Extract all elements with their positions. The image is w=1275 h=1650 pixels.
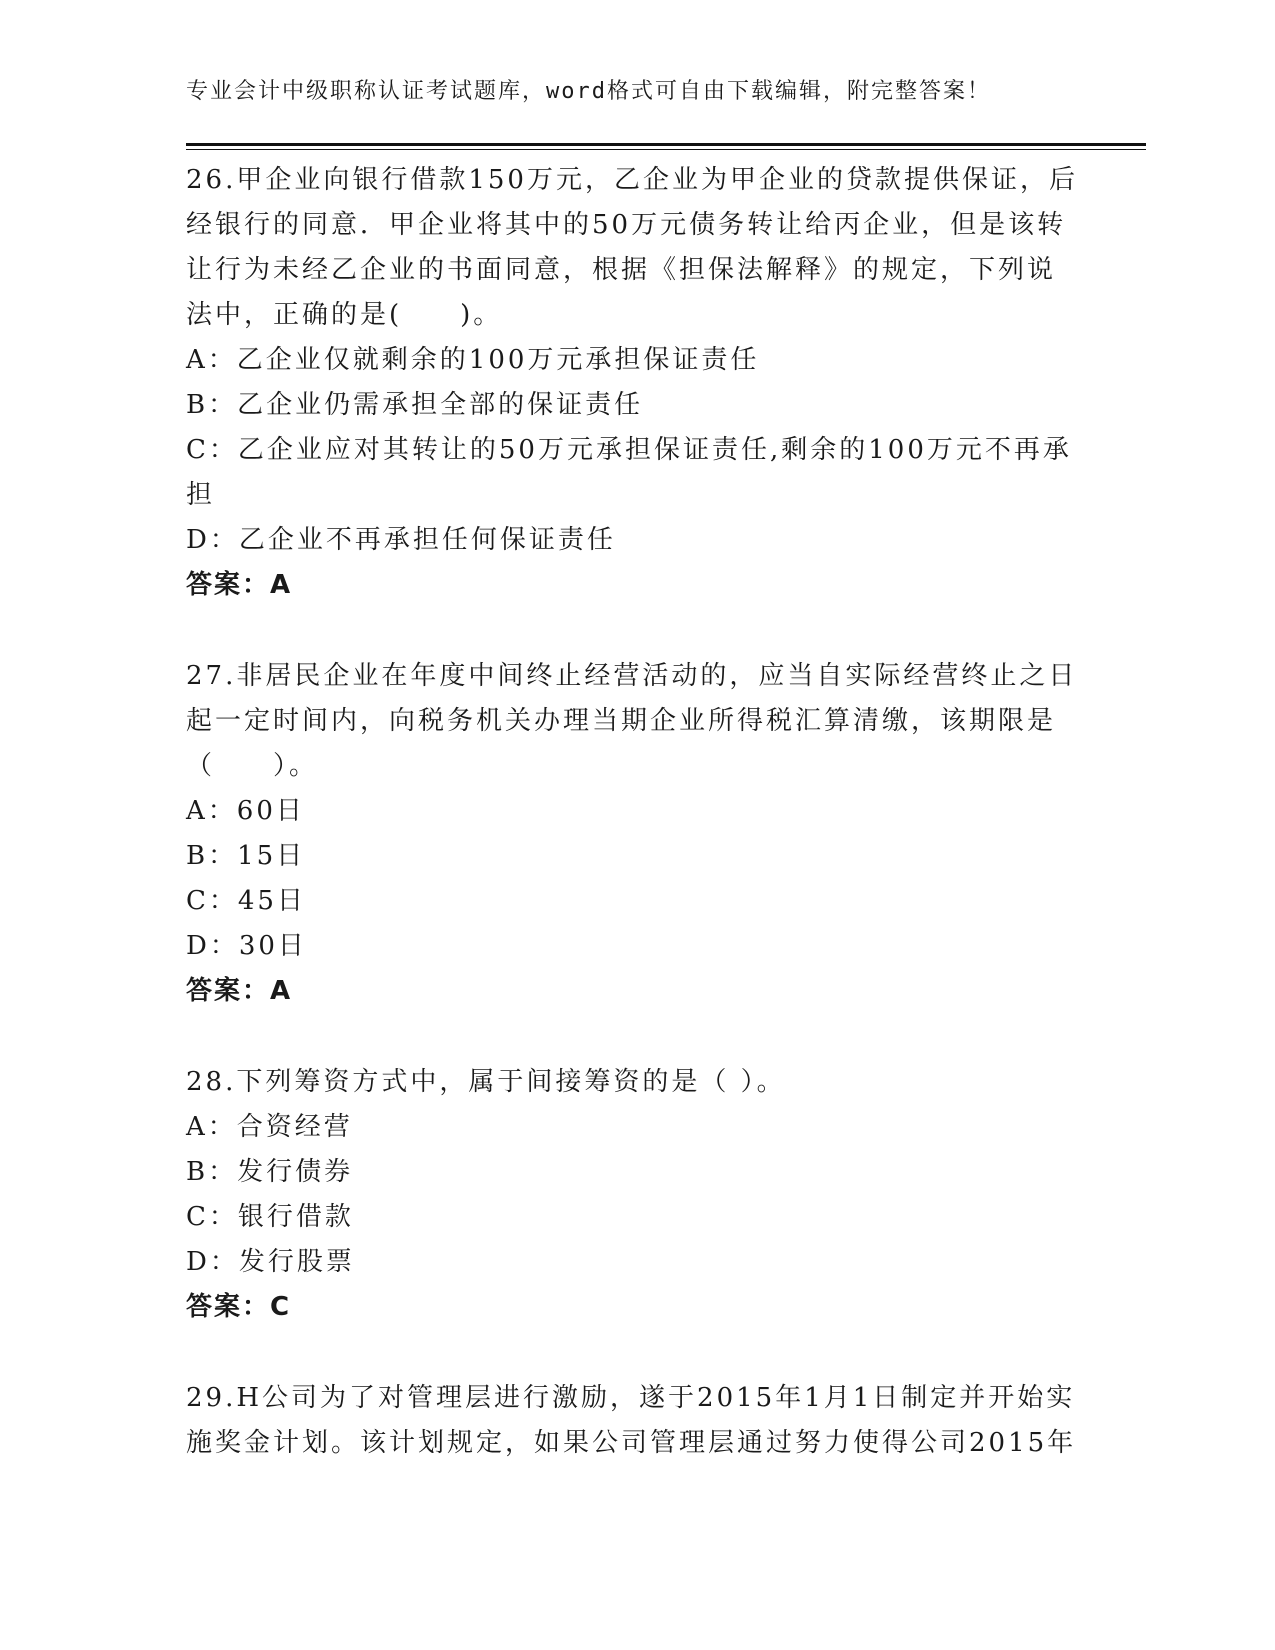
answer-label: 答案：C xyxy=(186,1292,292,1322)
answer-label: 答案：A xyxy=(186,976,293,1006)
question-stem-line: 起一定时间内，向税务机关办理当期企业所得税汇算清缴，该期限是 xyxy=(186,706,1057,736)
option-b: B：乙企业仍需承担全部的保证责任 xyxy=(186,390,644,420)
option-d: D：30日 xyxy=(186,931,307,961)
question-spacer xyxy=(186,1330,1086,1376)
question-26 xyxy=(186,158,1086,608)
answer-label: 答案：A xyxy=(186,570,293,600)
page-header: 专业会计中级职称认证考试题库，word格式可自由下载编辑，附完整答案！ xyxy=(186,79,991,104)
header-rule-thick xyxy=(186,143,1146,146)
option-c: C：45日 xyxy=(186,886,306,916)
option-a: A：乙企业仅就剩余的100万元承担保证责任 xyxy=(186,345,760,375)
question-27 xyxy=(186,654,1086,1014)
option-b: B：发行债券 xyxy=(186,1157,354,1187)
question-stem-line: 29.H公司为了对管理层进行激励，遂于2015年1月1日制定并开始实 xyxy=(186,1383,1076,1413)
question-list xyxy=(186,158,1086,1466)
option-a: A：合资经营 xyxy=(186,1112,353,1142)
question-stem-line: 法中，正确的是( )。 xyxy=(186,300,503,330)
question-28 xyxy=(186,1060,1086,1330)
option-c-continued: 担 xyxy=(186,480,216,510)
question-stem-line: 让行为未经乙企业的书面同意，根据《担保法解释》的规定，下列说 xyxy=(186,255,1057,285)
question-stem-line: （ ）。 xyxy=(186,751,319,781)
option-a: A：60日 xyxy=(186,796,305,826)
option-d: D：发行股票 xyxy=(186,1247,355,1277)
question-stem-line: 26.甲企业向银行借款150万元，乙企业为甲企业的贷款提供保证，后 xyxy=(186,165,1078,195)
question-stem-line: 经银行的同意．甲企业将其中的50万元债务转让给丙企业，但是该转 xyxy=(186,210,1067,240)
question-29 xyxy=(186,1376,1086,1466)
question-spacer xyxy=(186,608,1086,654)
question-stem-line: 施奖金计划。该计划规定，如果公司管理层通过努力使得公司2015年 xyxy=(186,1428,1077,1458)
option-c: C：乙企业应对其转让的50万元承担保证责任,剩余的100万元不再承 xyxy=(186,435,1072,465)
question-stem-line: 27.非居民企业在年度中间终止经营活动的，应当自实际经营终止之日 xyxy=(186,661,1078,691)
option-d: D：乙企业不再承担任何保证责任 xyxy=(186,525,616,555)
question-spacer xyxy=(186,1014,1086,1060)
option-b: B：15日 xyxy=(186,841,306,871)
option-c: C：银行借款 xyxy=(186,1202,354,1232)
header-rule-thin xyxy=(186,149,1146,150)
question-stem-line: 28.下列筹资方式中，属于间接筹资的是（ ）。 xyxy=(186,1067,786,1097)
